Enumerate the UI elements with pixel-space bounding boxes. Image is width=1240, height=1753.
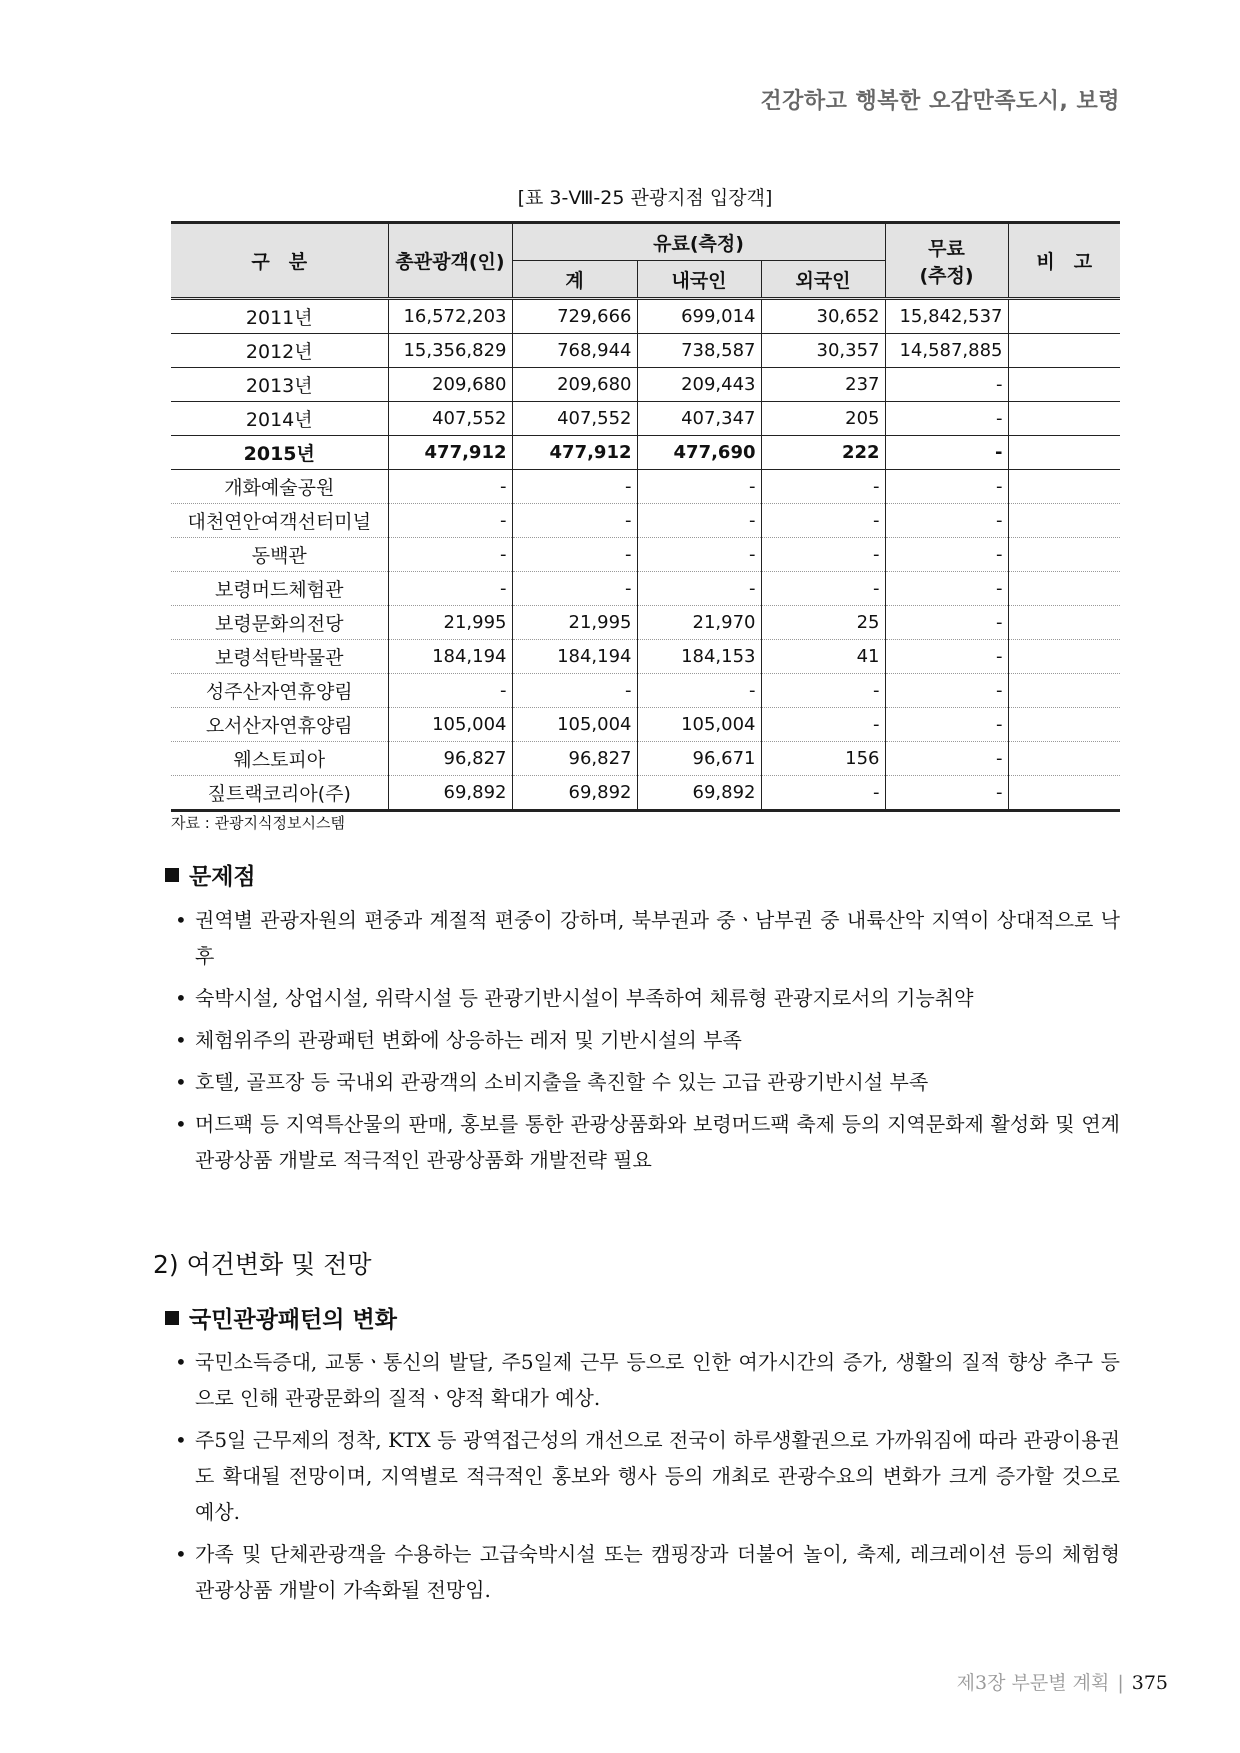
cell-name: 2012년 xyxy=(171,334,388,368)
header-total: 총관광객(인) xyxy=(388,223,512,299)
outlook-list xyxy=(175,1344,1120,1614)
cell-sum: 96,827 xyxy=(512,742,637,776)
page-number: 375 xyxy=(1131,1672,1168,1694)
cell-domestic: 105,004 xyxy=(637,708,761,742)
cell-note xyxy=(1008,334,1120,368)
cell-name: 2011년 xyxy=(171,299,388,334)
cell-free: - xyxy=(885,674,1008,708)
bullet-item xyxy=(175,1422,1120,1530)
cell-name: 2015년 xyxy=(171,436,388,470)
cell-foreign: 156 xyxy=(761,742,885,776)
cell-foreign: 41 xyxy=(761,640,885,674)
cell-note xyxy=(1008,470,1120,504)
cell-name: 오서산자연휴양림 xyxy=(171,708,388,742)
visitor-table xyxy=(171,221,1120,812)
cell-sum: 69,892 xyxy=(512,776,637,811)
cell-free: - xyxy=(885,742,1008,776)
table-row xyxy=(171,742,1120,776)
cell-total: - xyxy=(388,470,512,504)
cell-note xyxy=(1008,572,1120,606)
cell-name: 2013년 xyxy=(171,368,388,402)
header-domestic: 내국인 xyxy=(637,261,761,299)
cell-free: - xyxy=(885,538,1008,572)
cell-name: 동백관 xyxy=(171,538,388,572)
cell-foreign: - xyxy=(761,674,885,708)
cell-foreign: 237 xyxy=(761,368,885,402)
section-heading: 2) 여건변화 및 전망 xyxy=(153,1250,372,1279)
cell-foreign: 30,652 xyxy=(761,299,885,334)
cell-domestic: - xyxy=(637,470,761,504)
cell-foreign: 205 xyxy=(761,402,885,436)
cell-sum: 209,680 xyxy=(512,368,637,402)
cell-sum: 477,912 xyxy=(512,436,637,470)
bullet-dot-icon: • xyxy=(175,1070,187,1094)
header-foreign: 외국인 xyxy=(761,261,885,299)
cell-domestic: - xyxy=(637,572,761,606)
cell-note xyxy=(1008,504,1120,538)
cell-foreign: - xyxy=(761,776,885,811)
cell-foreign: - xyxy=(761,538,885,572)
cell-domestic: 407,347 xyxy=(637,402,761,436)
cell-sum: - xyxy=(512,674,637,708)
table-row xyxy=(171,334,1120,368)
bullet-text: 체험위주의 관광패턴 변화에 상응하는 레저 및 기반시설의 부족 xyxy=(195,1028,742,1052)
bullet-dot-icon: • xyxy=(175,1028,187,1052)
cell-note xyxy=(1008,776,1120,811)
bullet-dot-icon: • xyxy=(175,1428,187,1452)
cell-foreign: 222 xyxy=(761,436,885,470)
cell-total: 69,892 xyxy=(388,776,512,811)
cell-total: 16,572,203 xyxy=(388,299,512,334)
bullet-text: 권역별 관광자원의 편중과 계절적 편중이 강하며, 북부권과 중ㆍ남부권 중 내륙산악 지역이 상대적으로 낙후 xyxy=(195,908,1120,968)
cell-sum: 21,995 xyxy=(512,606,637,640)
cell-total: 209,680 xyxy=(388,368,512,402)
cell-name: 대천연안여객선터미널 xyxy=(171,504,388,538)
cell-total: 15,356,829 xyxy=(388,334,512,368)
footer-separator: | xyxy=(1117,1672,1124,1694)
bullet-text: 호텔, 골프장 등 국내외 관광객의 소비지출을 촉진할 수 있는 고급 관광기반시설 부족 xyxy=(195,1070,929,1094)
bullet-text: 주5일 근무제의 정착, KTX 등 광역접근성의 개선으로 전국이 하루생활권으로 가까워짐에 따라 관광이용권도 확대될 전망이며, 지역별로 적극적인 홍보와 행사 등의 개최로 관광수요의 변화가 크게 증가할 것으로 예상. xyxy=(195,1428,1120,1524)
bullet-text: 국민소득증대, 교통ㆍ통신의 발달, 주5일제 근무 등으로 인한 여가시간의 증가, 생활의 질적 향상 추구 등으로 인해 관광문화의 질적ㆍ양적 확대가 예상. xyxy=(195,1350,1120,1410)
cell-domestic: 96,671 xyxy=(637,742,761,776)
table-row xyxy=(171,606,1120,640)
cell-domestic: - xyxy=(637,504,761,538)
cell-domestic: 477,690 xyxy=(637,436,761,470)
cell-name: 개화예술공원 xyxy=(171,470,388,504)
cell-sum: 407,552 xyxy=(512,402,637,436)
outlook-subheading-text: 국민관광패턴의 변화 xyxy=(189,1307,397,1333)
cell-name: 보령문화의전당 xyxy=(171,606,388,640)
problems-list xyxy=(175,902,1120,1184)
cell-free: - xyxy=(885,640,1008,674)
cell-sum: 768,944 xyxy=(512,334,637,368)
cell-name: 성주산자연휴양림 xyxy=(171,674,388,708)
cell-free: 14,587,885 xyxy=(885,334,1008,368)
cell-free: - xyxy=(885,504,1008,538)
cell-note xyxy=(1008,606,1120,640)
cell-total: 184,194 xyxy=(388,640,512,674)
bullet-dot-icon: • xyxy=(175,908,187,932)
cell-foreign: - xyxy=(761,504,885,538)
cell-free: - xyxy=(885,708,1008,742)
header-note: 비 고 xyxy=(1008,223,1120,299)
table-row xyxy=(171,538,1120,572)
cell-domestic: 209,443 xyxy=(637,368,761,402)
cell-free: - xyxy=(885,572,1008,606)
table-row xyxy=(171,504,1120,538)
cell-sum: 184,194 xyxy=(512,640,637,674)
cell-total: - xyxy=(388,538,512,572)
bullet-dot-icon: • xyxy=(175,986,187,1010)
cell-foreign: - xyxy=(761,470,885,504)
cell-free: 15,842,537 xyxy=(885,299,1008,334)
cell-total: 407,552 xyxy=(388,402,512,436)
cell-note xyxy=(1008,674,1120,708)
table-caption: [표 3-Ⅷ-25 관광지점 입장객] xyxy=(517,187,773,209)
bullet-item xyxy=(175,1536,1120,1608)
bullet-item xyxy=(175,1106,1120,1178)
cell-sum: 729,666 xyxy=(512,299,637,334)
cell-foreign: 30,357 xyxy=(761,334,885,368)
cell-sum: - xyxy=(512,504,637,538)
cell-domestic: 738,587 xyxy=(637,334,761,368)
cell-name: 보령석탄박물관 xyxy=(171,640,388,674)
cell-note xyxy=(1008,299,1120,334)
cell-foreign: 25 xyxy=(761,606,885,640)
table-source: 자료 : 관광지식정보시스템 xyxy=(171,814,345,832)
header-paid: 유료(측정) xyxy=(512,223,885,261)
table-row xyxy=(171,640,1120,674)
bullet-dot-icon: • xyxy=(175,1542,187,1566)
cell-sum: - xyxy=(512,470,637,504)
table-row xyxy=(171,708,1120,742)
page-footer xyxy=(957,1668,1168,1695)
header-category: 구 분 xyxy=(171,223,388,299)
cell-total: - xyxy=(388,572,512,606)
table-row xyxy=(171,368,1120,402)
table-row xyxy=(171,299,1120,334)
header-paid-sum: 계 xyxy=(512,261,637,299)
table-row xyxy=(171,572,1120,606)
cell-note xyxy=(1008,402,1120,436)
table-row xyxy=(171,470,1120,504)
table-row xyxy=(171,674,1120,708)
cell-note xyxy=(1008,640,1120,674)
cell-total: 21,995 xyxy=(388,606,512,640)
header-free xyxy=(885,223,1008,299)
cell-note xyxy=(1008,708,1120,742)
problems-heading-text: 문제점 xyxy=(189,864,256,890)
cell-total: 96,827 xyxy=(388,742,512,776)
cell-total: 105,004 xyxy=(388,708,512,742)
table-row xyxy=(171,402,1120,436)
square-bullet-icon xyxy=(165,868,179,882)
cell-name: 웨스토피아 xyxy=(171,742,388,776)
outlook-subheading xyxy=(165,1301,397,1334)
cell-domestic: 699,014 xyxy=(637,299,761,334)
bullet-text: 가족 및 단체관광객을 수용하는 고급숙박시설 또는 캠핑장과 더불어 놀이, 축제, 레크레이션 등의 체험형 관광상품 개발이 가속화될 전망임. xyxy=(195,1542,1120,1602)
cell-note xyxy=(1008,742,1120,776)
cell-sum: - xyxy=(512,538,637,572)
header-free-line1: 무료 xyxy=(928,237,965,260)
bullet-item xyxy=(175,1022,1120,1058)
square-bullet-icon xyxy=(165,1311,179,1325)
cell-free: - xyxy=(885,368,1008,402)
cell-note xyxy=(1008,368,1120,402)
footer-chapter: 제3장 부문별 계획 xyxy=(956,1672,1110,1694)
cell-free: - xyxy=(885,776,1008,811)
cell-total: 477,912 xyxy=(388,436,512,470)
cell-name: 짚트랙코리아(주) xyxy=(171,776,388,811)
cell-domestic: - xyxy=(637,674,761,708)
bullet-text: 머드팩 등 지역특산물의 판매, 홍보를 통한 관광상품화와 보령머드팩 축제 등의 지역문화제 활성화 및 연계관광상품 개발로 적극적인 관광상품화 개발전략 필요 xyxy=(195,1112,1120,1172)
running-head: 건강하고 행복한 오감만족도시, 보령 xyxy=(760,89,1120,114)
cell-note xyxy=(1008,436,1120,470)
cell-foreign: - xyxy=(761,572,885,606)
cell-total: - xyxy=(388,674,512,708)
cell-name: 보령머드체험관 xyxy=(171,572,388,606)
cell-free: - xyxy=(885,470,1008,504)
problems-heading xyxy=(165,858,256,891)
cell-domestic: 21,970 xyxy=(637,606,761,640)
bullet-text: 숙박시설, 상업시설, 위락시설 등 관광기반시설이 부족하여 체류형 관광지로서의 기능취약 xyxy=(195,986,974,1010)
bullet-item xyxy=(175,1344,1120,1416)
cell-free: - xyxy=(885,436,1008,470)
cell-domestic: - xyxy=(637,538,761,572)
cell-free: - xyxy=(885,402,1008,436)
cell-total: - xyxy=(388,504,512,538)
bullet-dot-icon: • xyxy=(175,1350,187,1374)
table-row xyxy=(171,436,1120,470)
bullet-item xyxy=(175,902,1120,974)
cell-domestic: 69,892 xyxy=(637,776,761,811)
cell-domestic: 184,153 xyxy=(637,640,761,674)
cell-sum: - xyxy=(512,572,637,606)
bullet-item xyxy=(175,980,1120,1016)
header-free-line2: (추정) xyxy=(919,264,974,287)
table-row xyxy=(171,776,1120,811)
cell-note xyxy=(1008,538,1120,572)
bullet-item xyxy=(175,1064,1120,1100)
cell-free: - xyxy=(885,606,1008,640)
bullet-dot-icon: • xyxy=(175,1112,187,1136)
cell-sum: 105,004 xyxy=(512,708,637,742)
cell-name: 2014년 xyxy=(171,402,388,436)
cell-foreign: - xyxy=(761,708,885,742)
